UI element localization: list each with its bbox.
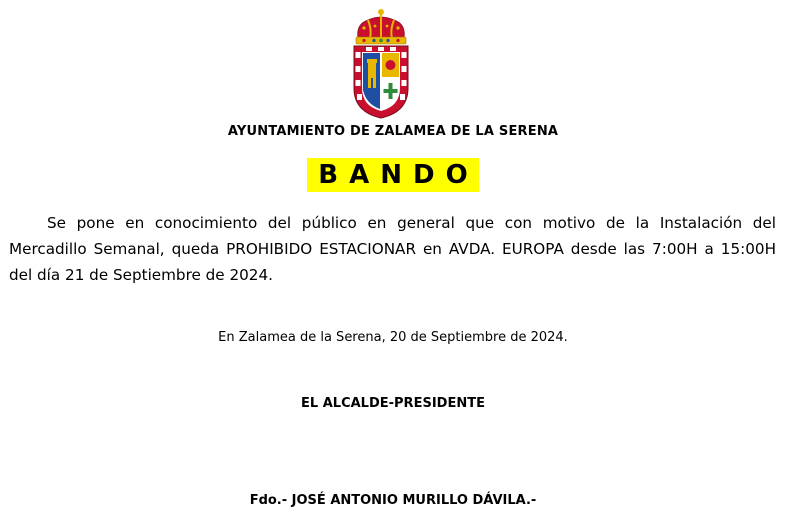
title-container [0,158,786,192]
signer-title: EL ALCALDE-PRESIDENTE [301,396,485,411]
coat-of-arms-icon [350,8,412,120]
document-title: BANDO [307,158,478,192]
notice-paragraph: Se pone en conocimiento del público en general que con motivo de la Instalación del Mercadillo Semanal, queda PROHIBIDO ESTACIONAR en AVDA. EUROPA desde las 7:00H a 15:00H del día 21 de Septiembre de 2024. [9,214,776,284]
organization-name: AYUNTAMIENTO DE ZALAMEA DE LA SERENA [227,124,559,139]
crown-icon [356,9,406,44]
shield-icon [354,46,408,118]
place-date: En Zalamea de la Serena, 20 de Septiembre de 2024. [218,330,568,345]
signature-line: Fdo.- JOSÉ ANTONIO MURILLO DÁVILA.- [249,493,537,508]
